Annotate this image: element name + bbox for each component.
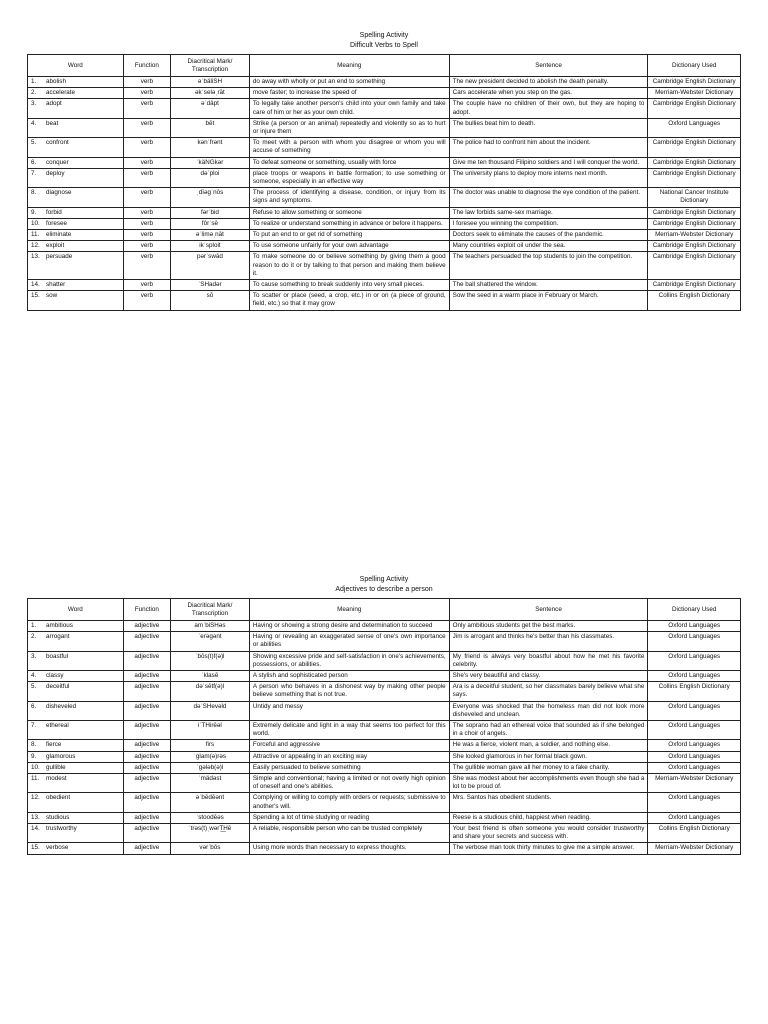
sentence-cell: The soprano had an ethereal voice that sounded as if she belonged in a choir of angels. — [449, 721, 648, 740]
meaning-cell: To make someone do or believe something by giving them a good reason to do it or by talking to that person and making them believe it. — [249, 252, 449, 280]
row-number: 14. — [31, 281, 40, 289]
sentence-cell: Jim is arrogant and thinks he's better than his classmates. — [449, 632, 648, 651]
sentence-cell: Reese is a studious child, happiest when reading. — [449, 812, 648, 823]
function-cell: adjective — [123, 740, 170, 751]
table-row — [28, 168, 741, 187]
function-cell: adjective — [123, 751, 170, 762]
word-cell — [28, 138, 124, 157]
transcription-cell: ˈkäNGkər — [171, 157, 250, 168]
table-row — [28, 793, 741, 812]
row-number: 4. — [31, 119, 37, 127]
word-cell — [28, 721, 124, 740]
word-text: persuade — [46, 253, 73, 261]
sentence-cell: She's very beautiful and classy. — [449, 671, 648, 682]
dictionary-cell: Merriam-Webster Dictionary — [648, 774, 741, 793]
word-cell — [28, 774, 124, 793]
dictionary-cell: Oxford Languages — [648, 740, 741, 751]
word-text: studious — [46, 813, 70, 821]
word-text: glamorous — [46, 752, 76, 760]
function-cell: verb — [123, 280, 170, 291]
meaning-cell: Strike (a person or an animal) repeatedly and violently so as to hurt or injure them — [249, 118, 449, 137]
table-row — [28, 207, 741, 218]
word-cell — [28, 252, 124, 280]
table-row — [28, 88, 741, 99]
meaning-cell: To realize or understand something in advance or before it happens. — [249, 218, 449, 229]
dictionary-cell: Oxford Languages — [648, 812, 741, 823]
word-text: fierce — [46, 741, 62, 749]
verbs-table — [27, 54, 741, 311]
header-sentence: Sentence — [449, 55, 648, 77]
function-cell: verb — [123, 168, 170, 187]
dictionary-cell: Oxford Languages — [648, 793, 741, 812]
function-cell: adjective — [123, 824, 170, 843]
word-text: abolish — [46, 78, 66, 85]
dictionary-cell: Collins English Dictionary — [648, 682, 741, 701]
word-text: eliminate — [46, 231, 72, 239]
meaning-cell: place troops or weapons in battle formation; to use something or someone, especially in an effective way — [249, 168, 449, 187]
word-text: deploy — [46, 169, 65, 177]
table-row — [28, 99, 741, 118]
sentence-cell: The university plans to deploy more interns next month. — [449, 168, 648, 187]
row-number: 8. — [31, 741, 37, 749]
sentence-cell: Give me ten thousand Filipino soldiers and I will conquer the world. — [449, 157, 648, 168]
table-header-row — [28, 599, 741, 621]
transcription-cell: dəˈploi — [171, 168, 250, 187]
transcription-cell: firs — [171, 740, 250, 751]
table-row — [28, 843, 741, 854]
word-cell — [28, 751, 124, 762]
table-row — [28, 721, 741, 740]
row-number: 15. — [31, 292, 40, 300]
dictionary-cell: Cambridge English Dictionary — [648, 157, 741, 168]
sentence-cell: Sow the seed in a warm place in February or March. — [449, 291, 648, 310]
function-cell: adjective — [123, 632, 170, 651]
word-cell — [28, 207, 124, 218]
adjectives-table — [27, 598, 741, 855]
sentence-cell: He was a fierce, violent man, a soldier, and nothing else. — [449, 740, 648, 751]
row-number: 4. — [31, 672, 37, 680]
dictionary-cell: Cambridge English Dictionary — [648, 218, 741, 229]
table-row — [28, 138, 741, 157]
dictionary-cell: Oxford Languages — [648, 701, 741, 720]
meaning-cell: Having or revealing an exaggerated sense of one's own importance or abilities — [249, 632, 449, 651]
row-number: 14. — [31, 825, 40, 833]
row-number: 10. — [31, 219, 40, 227]
table-row — [28, 77, 741, 88]
word-cell — [28, 701, 124, 720]
dictionary-cell: Cambridge English Dictionary — [648, 77, 741, 88]
transcription-cell: fôrˈsē — [171, 218, 250, 229]
sentence-cell: She looked glamorous in her formal black gown. — [449, 751, 648, 762]
word-text: boastful — [46, 652, 69, 660]
table-row — [28, 218, 741, 229]
sentence-cell: My friend is always very boastful about how he met his favorite celebrity. — [449, 651, 648, 670]
word-cell — [28, 671, 124, 682]
sentence-cell: The verbose man took thirty minutes to give me a simple answer. — [449, 843, 648, 854]
meaning-cell: Spending a lot of time studying or reading — [249, 812, 449, 823]
transcription-cell: pərˈswād — [171, 252, 250, 280]
meaning-cell: A person who behaves in a dishonest way by making other people believe something that is not true. — [249, 682, 449, 701]
dictionary-cell: Oxford Languages — [648, 651, 741, 670]
meaning-cell: do away with wholly or put an end to something — [249, 77, 449, 88]
word-text: exploit — [46, 242, 65, 250]
function-cell: adjective — [123, 671, 170, 682]
row-number: 9. — [31, 752, 37, 760]
word-text: modest — [46, 775, 67, 783]
dictionary-cell: Cambridge English Dictionary — [648, 168, 741, 187]
word-cell — [28, 740, 124, 751]
transcription-cell: vərˈbōs — [171, 843, 250, 854]
word-cell — [28, 188, 124, 207]
function-cell: adjective — [123, 762, 170, 773]
word-cell — [28, 762, 124, 773]
word-cell — [28, 280, 124, 291]
meaning-cell: Refuse to allow something or someone — [249, 207, 449, 218]
sentence-cell: Doctors seek to eliminate the causes of the pandemic. — [449, 230, 648, 241]
header-diacritical: Diacritical Mark/ Transcription — [171, 599, 250, 621]
transcription-cell: əˈliməˌnāt — [171, 230, 250, 241]
table-row — [28, 824, 741, 843]
row-number: 5. — [31, 139, 37, 147]
word-cell — [28, 621, 124, 632]
function-cell: verb — [123, 77, 170, 88]
row-number: 11. — [31, 775, 40, 783]
word-text: classy — [46, 672, 64, 680]
transcription-cell: fərˈbid — [171, 207, 250, 218]
table-row — [28, 740, 741, 751]
section-title: Spelling Activity — [359, 32, 409, 39]
word-cell — [28, 118, 124, 137]
row-number: 13. — [31, 813, 40, 821]
dictionary-cell: Oxford Languages — [648, 721, 741, 740]
word-text: shatter — [46, 281, 66, 289]
transcription-cell: əˈbēdēənt — [171, 793, 250, 812]
word-cell — [28, 843, 124, 854]
word-text: ambitious — [46, 622, 73, 629]
header-function: Function — [123, 599, 170, 621]
word-cell — [28, 168, 124, 187]
dictionary-cell: Oxford Languages — [648, 762, 741, 773]
row-number: 6. — [31, 702, 37, 710]
sentence-cell: The couple have no children of their own, but they are hoping to adopt. — [449, 99, 648, 118]
word-cell — [28, 651, 124, 670]
word-cell — [28, 88, 124, 99]
word-text: sow — [46, 292, 58, 300]
table-row — [28, 230, 741, 241]
dictionary-cell: Oxford Languages — [648, 632, 741, 651]
row-number: 9. — [31, 208, 37, 216]
sentence-cell: Mrs. Santos has obedient students. — [449, 793, 648, 812]
meaning-cell: To use someone unfairly for your own advantage — [249, 241, 449, 252]
sentence-cell: The law forbids same-sex marriage. — [449, 207, 648, 218]
transcription-cell: ˈgələb(ə)l — [171, 762, 250, 773]
dictionary-cell: Cambridge English Dictionary — [648, 99, 741, 118]
transcription-cell: iˈTHirēəl — [171, 721, 250, 740]
dictionary-cell: National Cancer Institute Dictionary — [648, 188, 741, 207]
adjectives-section — [27, 575, 741, 855]
word-text: disheveled — [46, 702, 77, 710]
table-row — [28, 751, 741, 762]
table-row — [28, 774, 741, 793]
word-text: diagnose — [46, 189, 72, 197]
header-word: Word — [28, 599, 124, 621]
dictionary-cell: Cambridge English Dictionary — [648, 138, 741, 157]
table-row — [28, 188, 741, 207]
word-cell — [28, 99, 124, 118]
transcription-cell: ikˈsploit — [171, 241, 250, 252]
row-number: 12. — [31, 794, 40, 802]
row-number: 7. — [31, 722, 37, 730]
word-text: trustworthy — [46, 825, 77, 833]
row-number: 10. — [31, 763, 40, 771]
sentence-cell: The doctor was unable to diagnose the eye condition of the patient. — [449, 188, 648, 207]
function-cell: verb — [123, 230, 170, 241]
function-cell: verb — [123, 291, 170, 310]
transcription-cell: ˈglam(ə)rəs — [171, 751, 250, 762]
sentence-cell: The teachers persuaded the top students to join the competition. — [449, 252, 648, 280]
transcription-cell: amˈbiSHəs — [171, 621, 250, 632]
dictionary-cell: Cambridge English Dictionary — [648, 252, 741, 280]
meaning-cell: Simple and conventional; having a limited or not overly high opinion of oneself and one's abilities. — [249, 774, 449, 793]
sentence-cell: Everyone was shocked that the homeless man did not look more disheveled and unclean. — [449, 701, 648, 720]
dictionary-cell: Oxford Languages — [648, 621, 741, 632]
sentence-cell: The gullible woman gave all her money to a fake charity. — [449, 762, 648, 773]
table-row — [28, 682, 741, 701]
sentence-cell: Your best friend is often someone you would consider trustworthy and share your secrets and success with. — [449, 824, 648, 843]
function-cell: verb — [123, 188, 170, 207]
meaning-cell: To legally take another person's child into your own family and take care of him or her as your own child. — [249, 99, 449, 118]
row-number: 15. — [31, 844, 40, 852]
table-row — [28, 291, 741, 310]
row-number: 7. — [31, 169, 37, 177]
meaning-cell: Extremely delicate and light in a way that seems too perfect for this world. — [249, 721, 449, 740]
meaning-cell: To cause something to break suddenly into very small pieces. — [249, 280, 449, 291]
word-cell — [28, 230, 124, 241]
function-cell: adjective — [123, 721, 170, 740]
row-number: 3. — [31, 100, 37, 108]
dictionary-cell: Cambridge English Dictionary — [648, 241, 741, 252]
transcription-cell: əˈbäliSH — [171, 77, 250, 88]
verbs-section — [27, 31, 741, 311]
function-cell: adjective — [123, 812, 170, 823]
table-row — [28, 701, 741, 720]
transcription-cell: əˈdäpt — [171, 99, 250, 118]
transcription-cell: ˈtrəs(t)ˌwərT͟Hē — [171, 824, 250, 843]
meaning-cell: To put an end to or get rid of something — [249, 230, 449, 241]
sentence-cell: Many countries exploit oil under the sea. — [449, 241, 648, 252]
word-cell — [28, 812, 124, 823]
sentence-cell: Cars accelerate when you step on the gas. — [449, 88, 648, 99]
sentence-cell: The bullies beat him to death. — [449, 118, 648, 137]
transcription-cell: ˈbōs(t)f(ə)l — [171, 651, 250, 670]
word-text: gullible — [46, 763, 66, 771]
table-row — [28, 651, 741, 670]
transcription-cell: ˈstoodēəs — [171, 812, 250, 823]
meaning-cell: Easily persuaded to believe something — [249, 762, 449, 773]
header-dictionary: Dictionary Used — [648, 55, 741, 77]
word-text: forbid — [46, 208, 62, 216]
table-row — [28, 252, 741, 280]
dictionary-cell: Oxford Languages — [648, 118, 741, 137]
function-cell: verb — [123, 99, 170, 118]
section-title: Spelling Activity — [359, 576, 409, 583]
dictionary-cell: Cambridge English Dictionary — [648, 207, 741, 218]
sentence-cell: She was modest about her accomplishments even though she had a lot to be proud of. — [449, 774, 648, 793]
word-text: arrogant — [46, 633, 70, 641]
row-number: 1. — [31, 78, 37, 85]
table-row — [28, 671, 741, 682]
meaning-cell: Forceful and aggressive — [249, 740, 449, 751]
header-meaning: Meaning — [249, 55, 449, 77]
word-cell — [28, 793, 124, 812]
word-cell — [28, 77, 124, 88]
header-diacritical: Diacritical Mark/ Transcription — [171, 55, 250, 77]
function-cell: adjective — [123, 793, 170, 812]
sentence-cell: The new president decided to abolish the death penalty. — [449, 77, 648, 88]
meaning-cell: Attractive or appealing in an exciting way — [249, 751, 449, 762]
transcription-cell: dəˈSHevəld — [171, 701, 250, 720]
word-text: deceitful — [46, 683, 70, 691]
table-row — [28, 241, 741, 252]
section-subtitle: Adjectives to describe a person — [335, 586, 433, 593]
table-header-row — [28, 55, 741, 77]
function-cell: verb — [123, 218, 170, 229]
dictionary-cell: Merriam-Webster Dictionary — [648, 230, 741, 241]
word-cell — [28, 218, 124, 229]
word-cell — [28, 291, 124, 310]
function-cell: adjective — [123, 843, 170, 854]
meaning-cell: To scatter or place (seed, a crop, etc.) in or on (a piece of ground, field, etc.) so that it may grow — [249, 291, 449, 310]
transcription-cell: ˌdīəgˈnōs — [171, 188, 250, 207]
table-row — [28, 118, 741, 137]
transcription-cell: bēt — [171, 118, 250, 137]
word-text: beat — [46, 119, 59, 127]
sentence-cell: Ara is a deceitful student, so her classmates barely believe what she says. — [449, 682, 648, 701]
dictionary-cell: Collins English Dictionary — [648, 291, 741, 310]
dictionary-cell: Oxford Languages — [648, 671, 741, 682]
word-text: verbose — [46, 844, 69, 852]
function-cell: adjective — [123, 701, 170, 720]
function-cell: verb — [123, 207, 170, 218]
row-number: 2. — [31, 89, 37, 97]
transcription-cell: sō — [171, 291, 250, 310]
meaning-cell: A stylish and sophisticated person — [249, 671, 449, 682]
transcription-cell: dəˈsētf(ə)l — [171, 682, 250, 701]
table-row — [28, 621, 741, 632]
word-text: adopt — [46, 100, 62, 108]
function-cell: verb — [123, 241, 170, 252]
transcription-cell: kənˈfrənt — [171, 138, 250, 157]
table-row — [28, 280, 741, 291]
function-cell: verb — [123, 118, 170, 137]
header-word: Word — [28, 55, 124, 77]
row-number: 2. — [31, 633, 37, 641]
transcription-cell: ˈmädəst — [171, 774, 250, 793]
function-cell: verb — [123, 252, 170, 280]
function-cell: verb — [123, 157, 170, 168]
row-number: 3. — [31, 652, 37, 660]
meaning-cell: Untidy and messy — [249, 701, 449, 720]
dictionary-cell: Oxford Languages — [648, 751, 741, 762]
row-number: 11. — [31, 231, 40, 239]
sentence-cell: Only ambitious students get the best marks. — [449, 621, 648, 632]
table-row — [28, 157, 741, 168]
row-number: 1. — [31, 622, 37, 629]
table-row — [28, 812, 741, 823]
word-text: obedient — [46, 794, 71, 802]
row-number: 6. — [31, 158, 37, 166]
word-cell — [28, 632, 124, 651]
word-cell — [28, 241, 124, 252]
meaning-cell: Complying or willing to comply with orders or requests; submissive to another's will. — [249, 793, 449, 812]
header-dictionary: Dictionary Used — [648, 599, 741, 621]
word-text: foresee — [46, 219, 68, 227]
transcription-cell: ˈSHadər — [171, 280, 250, 291]
word-cell — [28, 824, 124, 843]
row-number: 5. — [31, 683, 37, 691]
table-row — [28, 762, 741, 773]
word-text: conquer — [46, 158, 69, 166]
sentence-cell: The police had to confront him about the incident. — [449, 138, 648, 157]
dictionary-cell: Collins English Dictionary — [648, 824, 741, 843]
transcription-cell: əkˈseləˌrāt — [171, 88, 250, 99]
meaning-cell: Showing excessive pride and self-satisfaction in one's achievements, possessions, or abilities. — [249, 651, 449, 670]
row-number: 8. — [31, 189, 37, 197]
header-function: Function — [123, 55, 170, 77]
sentence-cell: I foresee you winning the competition. — [449, 218, 648, 229]
meaning-cell: Having or showing a strong desire and determination to succeed — [249, 621, 449, 632]
function-cell: verb — [123, 88, 170, 99]
transcription-cell: ˈerəgənt — [171, 632, 250, 651]
function-cell: adjective — [123, 621, 170, 632]
header-sentence: Sentence — [449, 599, 648, 621]
word-cell — [28, 682, 124, 701]
table-row — [28, 632, 741, 651]
function-cell: verb — [123, 138, 170, 157]
word-text: confront — [46, 139, 69, 147]
meaning-cell: move faster; to increase the speed of — [249, 88, 449, 99]
function-cell: adjective — [123, 651, 170, 670]
word-text: ethereal — [46, 722, 69, 730]
word-cell — [28, 157, 124, 168]
dictionary-cell: Merriam-Webster Dictionary — [648, 88, 741, 99]
section-subtitle: Difficult Verbs to Spell — [350, 42, 418, 49]
word-text: accelerate — [46, 89, 76, 97]
row-number: 12. — [31, 242, 40, 250]
meaning-cell: A reliable, responsible person who can be trusted completely — [249, 824, 449, 843]
meaning-cell: Using more words than necessary to express thoughts. — [249, 843, 449, 854]
header-meaning: Meaning — [249, 599, 449, 621]
dictionary-cell: Merriam-Webster Dictionary — [648, 843, 741, 854]
meaning-cell: To defeat someone or something, usually with force — [249, 157, 449, 168]
dictionary-cell: Cambridge English Dictionary — [648, 280, 741, 291]
meaning-cell: To meet with a person with whom you disagree or whom you will accuse of something — [249, 138, 449, 157]
function-cell: adjective — [123, 682, 170, 701]
row-number: 13. — [31, 253, 40, 261]
function-cell: adjective — [123, 774, 170, 793]
meaning-cell: The process of identifying a disease, condition, or injury from its signs and symptoms. — [249, 188, 449, 207]
transcription-cell: ˈklasē — [171, 671, 250, 682]
sentence-cell: The ball shattered the window. — [449, 280, 648, 291]
